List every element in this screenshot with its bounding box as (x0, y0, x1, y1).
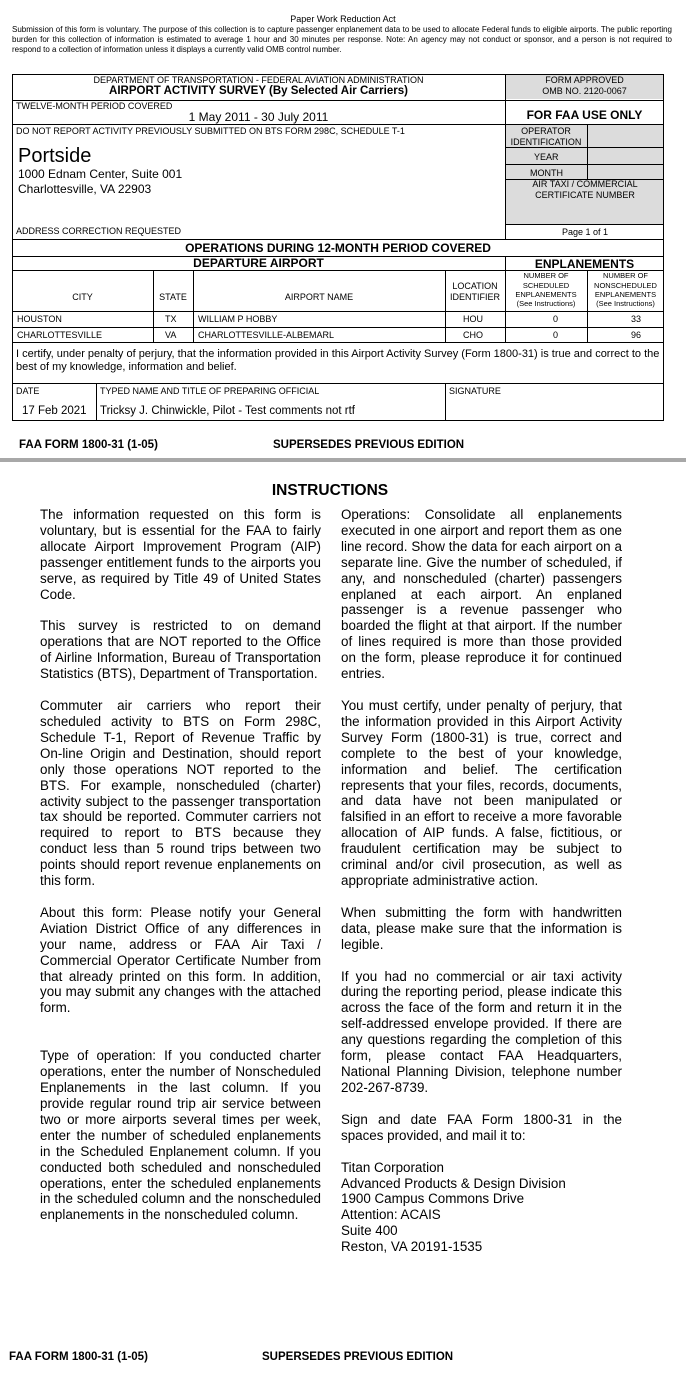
certificate-number-label: AIR TAXI / COMMERCIAL CERTIFICATE NUMBER (532, 179, 638, 200)
row-airport: CHARLOTTESVILLE-ALBEMARL (198, 330, 335, 340)
address-line: Reston, VA 20191-1535 (341, 1239, 483, 1255)
form-title: AIRPORT ACTIVITY SURVEY (By Selected Air Carriers) (109, 85, 408, 97)
instructions-left-column (40, 507, 321, 1239)
instruction-paragraph: You must certify, under penalty of perjury, that the information provided in this Airport Activity Survey Form (1800-31) is true, correct and complete to the best of your knowledge, information and belief. The certification represents that your files, records, documents, and data have not been manipulated or falsified in an effort to receive a more favorable allocation of AIP funds. A false, fictitious, or fraudulent certification may be subject to criminal and/or civil prosecution, as well as appropriate administrative action. (341, 697, 622, 888)
page-footer-supersedes: SUPERSEDES PREVIOUS EDITION (262, 1351, 454, 1363)
instruction-paragraph: Commuter air carriers who report their scheduled activity to BTS on Form 298C, Schedule T-1, Report of Revenue Traffic by On-line Origin and Destination, should report only those operations NOT reported to the BTS. For example, nonscheduled (charter) activity subject to the passenger transportation tax should be reported. Commuter carriers not required to report to BTS because they conduct less than 5 round trips between two points should report revenue enplanements on this form. (40, 698, 321, 889)
official-value: Tricksy J. Chinwickle, Pilot - Test comments not rtf (100, 405, 355, 417)
col-airport-name: AIRPORT NAME (284, 292, 354, 302)
signature-field[interactable] (446, 396, 662, 419)
row-nonscheduled: 33 (631, 314, 642, 324)
row-airport: WILLIAM P HOBBY (198, 314, 278, 324)
official-label: TYPED NAME AND TITLE OF PREPARING OFFICIAL (100, 386, 320, 396)
signature-label: SIGNATURE (449, 386, 501, 396)
instructions-title: INSTRUCTIONS (271, 482, 389, 499)
row-city: HOUSTON (17, 314, 62, 324)
row-location: HOU (463, 314, 483, 324)
address-line-2: Charlottesville, VA 22903 (18, 182, 152, 196)
address-line-1: 1000 Ednam Center, Suite 001 (18, 167, 183, 181)
instruction-paragraph: If you had no commercial or air taxi activity during the reporting period, please indicate this across the face of the form and return it in the self-addressed envelope provided. If there are any questions regarding the completion of this form, please contact FAA Headquarters, National Planning Division, telephone number 202-267-8739. (341, 968, 622, 1095)
address-line: Titan Corporation (341, 1159, 444, 1175)
date-label: DATE (16, 386, 40, 396)
instruction-paragraph: The information requested on this form is voluntary, but is essential for the FAA to fairly allocate Airport Improvement Program (AIP) passenger entitlement funds to the airports you serve, as required by Title 49 of United States Code. (40, 507, 321, 602)
form-footer-number: FAA FORM 1800-31 (1-05) (19, 439, 158, 451)
date-value: 17 Feb 2021 (22, 405, 87, 417)
operations-header: OPERATIONS DURING 12-MONTH PERIOD COVERED (185, 241, 491, 255)
form-footer-supersedes: SUPERSEDES PREVIOUS EDITION (273, 439, 465, 451)
row-scheduled: 0 (553, 314, 559, 324)
address-line: Suite 400 (341, 1223, 398, 1239)
instruction-paragraph: When submitting the form with handwritten data, please make sure that the information is legible. (341, 904, 622, 952)
instruction-paragraph: Operations: Consolidate all enplanements executed in one airport and report them as one line record. Show the data for each airport on a separate line. Give the number of scheduled, if any, and nonscheduled (charter) passengers enplaned at each airport. An enplaned passenger is a revenue passenger who boarded the flight at that airport. If the number of lines required is more than those provided on the form, please reproduce it for continued entries. (341, 507, 622, 682)
instruction-paragraph: Sign and date FAA Form 1800-31 in the spaces provided, and mail it to: (341, 1111, 622, 1143)
page-indicator: Page 1 of 1 (562, 227, 609, 237)
company-name: Portside (18, 145, 92, 167)
faa-use-label: FOR FAA USE ONLY (526, 108, 643, 122)
instruction-paragraph: This survey is restricted to on demand operations that are NOT reported to the Office of Airline Information, Bureau of Transportation Statistics (BTS), Department of Transportation. (40, 618, 321, 682)
address-line: 1900 Campus Commons Drive (341, 1191, 525, 1207)
instructions-right-column (341, 507, 622, 1255)
period-value: 1 May 2011 - 30 July 2011 (188, 110, 329, 124)
row-state: VA (165, 330, 177, 340)
address-line: Attention: ACAIS (341, 1207, 441, 1223)
pra-title: Paper Work Reduction Act (290, 14, 396, 24)
instruction-paragraph: About this form: Please notify your General Aviation District Office of any differences in your name, address or FAA Air Taxi / Commercial Operator Certificate Number from that already printed on this form. In addition, you may submit any changes with the attached form. (40, 904, 321, 1016)
col-nonscheduled: NUMBER OF NONSCHEDULED ENPLANEMENTS (See Instructions) (594, 271, 657, 308)
mailing-address (341, 1160, 622, 1255)
address-line: Advanced Products & Design Division (341, 1175, 566, 1191)
form-approved-label: FORM APPROVED (545, 75, 624, 85)
departure-airport-header: DEPARTURE AIRPORT (193, 256, 324, 270)
col-location-1: LOCATION (452, 281, 498, 291)
do-not-report-notice: DO NOT REPORT ACTIVITY PREVIOUSLY SUBMITTED ON BTS FORM 298C, SCHEDULE T-1 (16, 126, 405, 136)
col-scheduled: NUMBER OF SCHEDULED ENPLANEMENTS (See Instructions) (515, 271, 577, 308)
row-state: TX (165, 314, 177, 324)
page-divider (0, 458, 686, 462)
year-label: YEAR (534, 152, 559, 162)
col-location-2: IDENTIFIER (449, 292, 500, 302)
period-label: TWELVE-MONTH PERIOD COVERED (16, 101, 173, 111)
row-city: CHARLOTTESVILLE (17, 330, 103, 340)
page-footer-number: FAA FORM 1800-31 (1-05) (9, 1351, 148, 1363)
row-location: CHO (463, 330, 483, 340)
col-state: STATE (159, 292, 187, 302)
omb-number: OMB NO. 2120-0067 (542, 86, 627, 96)
operator-id-label: OPERATOR IDENTIFICATION (510, 126, 582, 147)
address-correction-label: ADDRESS CORRECTION REQUESTED (16, 226, 182, 236)
row-scheduled: 0 (553, 330, 559, 340)
certification-statement: I certify, under penalty of perjury, that the information provided in this Airport Activity Survey (Form 1800-31) is true and correct to the best of my knowledge, information and belief. (16, 348, 660, 373)
month-label: MONTH (530, 168, 563, 178)
enplanements-header: ENPLANEMENTS (534, 257, 635, 271)
pra-body: Submission of this form is voluntary. The purpose of this collection is to capture passenger enplanement data to be used to allocate Federal funds to eligible airports. The public reporting burden for this collection of information is estimated to average 1 hour and 30 minutes per response. Note: An agency may not conduct or sponsor, and a person is not required to respond to a collection of information unless it displays a currently valid OMB control number. (12, 25, 672, 54)
row-nonscheduled: 96 (631, 330, 642, 340)
col-city: CITY (72, 292, 93, 302)
instruction-paragraph: Type of operation: If you conducted charter operations, enter the number of Nonscheduled Enplanements in the last column. If you provide regular round trip air service between two or more airports several times per week, enter the number of scheduled enplanements in the Scheduled Enplanement column. If you conducted both scheduled and nonscheduled operations, enter the scheduled enplanements in the scheduled column and the nonscheduled enplanements in the nonscheduled column. (40, 1048, 321, 1223)
department-label: DEPARTMENT OF TRANSPORTATION - FEDERAL AVIATION ADMINISTRATION (93, 75, 424, 85)
